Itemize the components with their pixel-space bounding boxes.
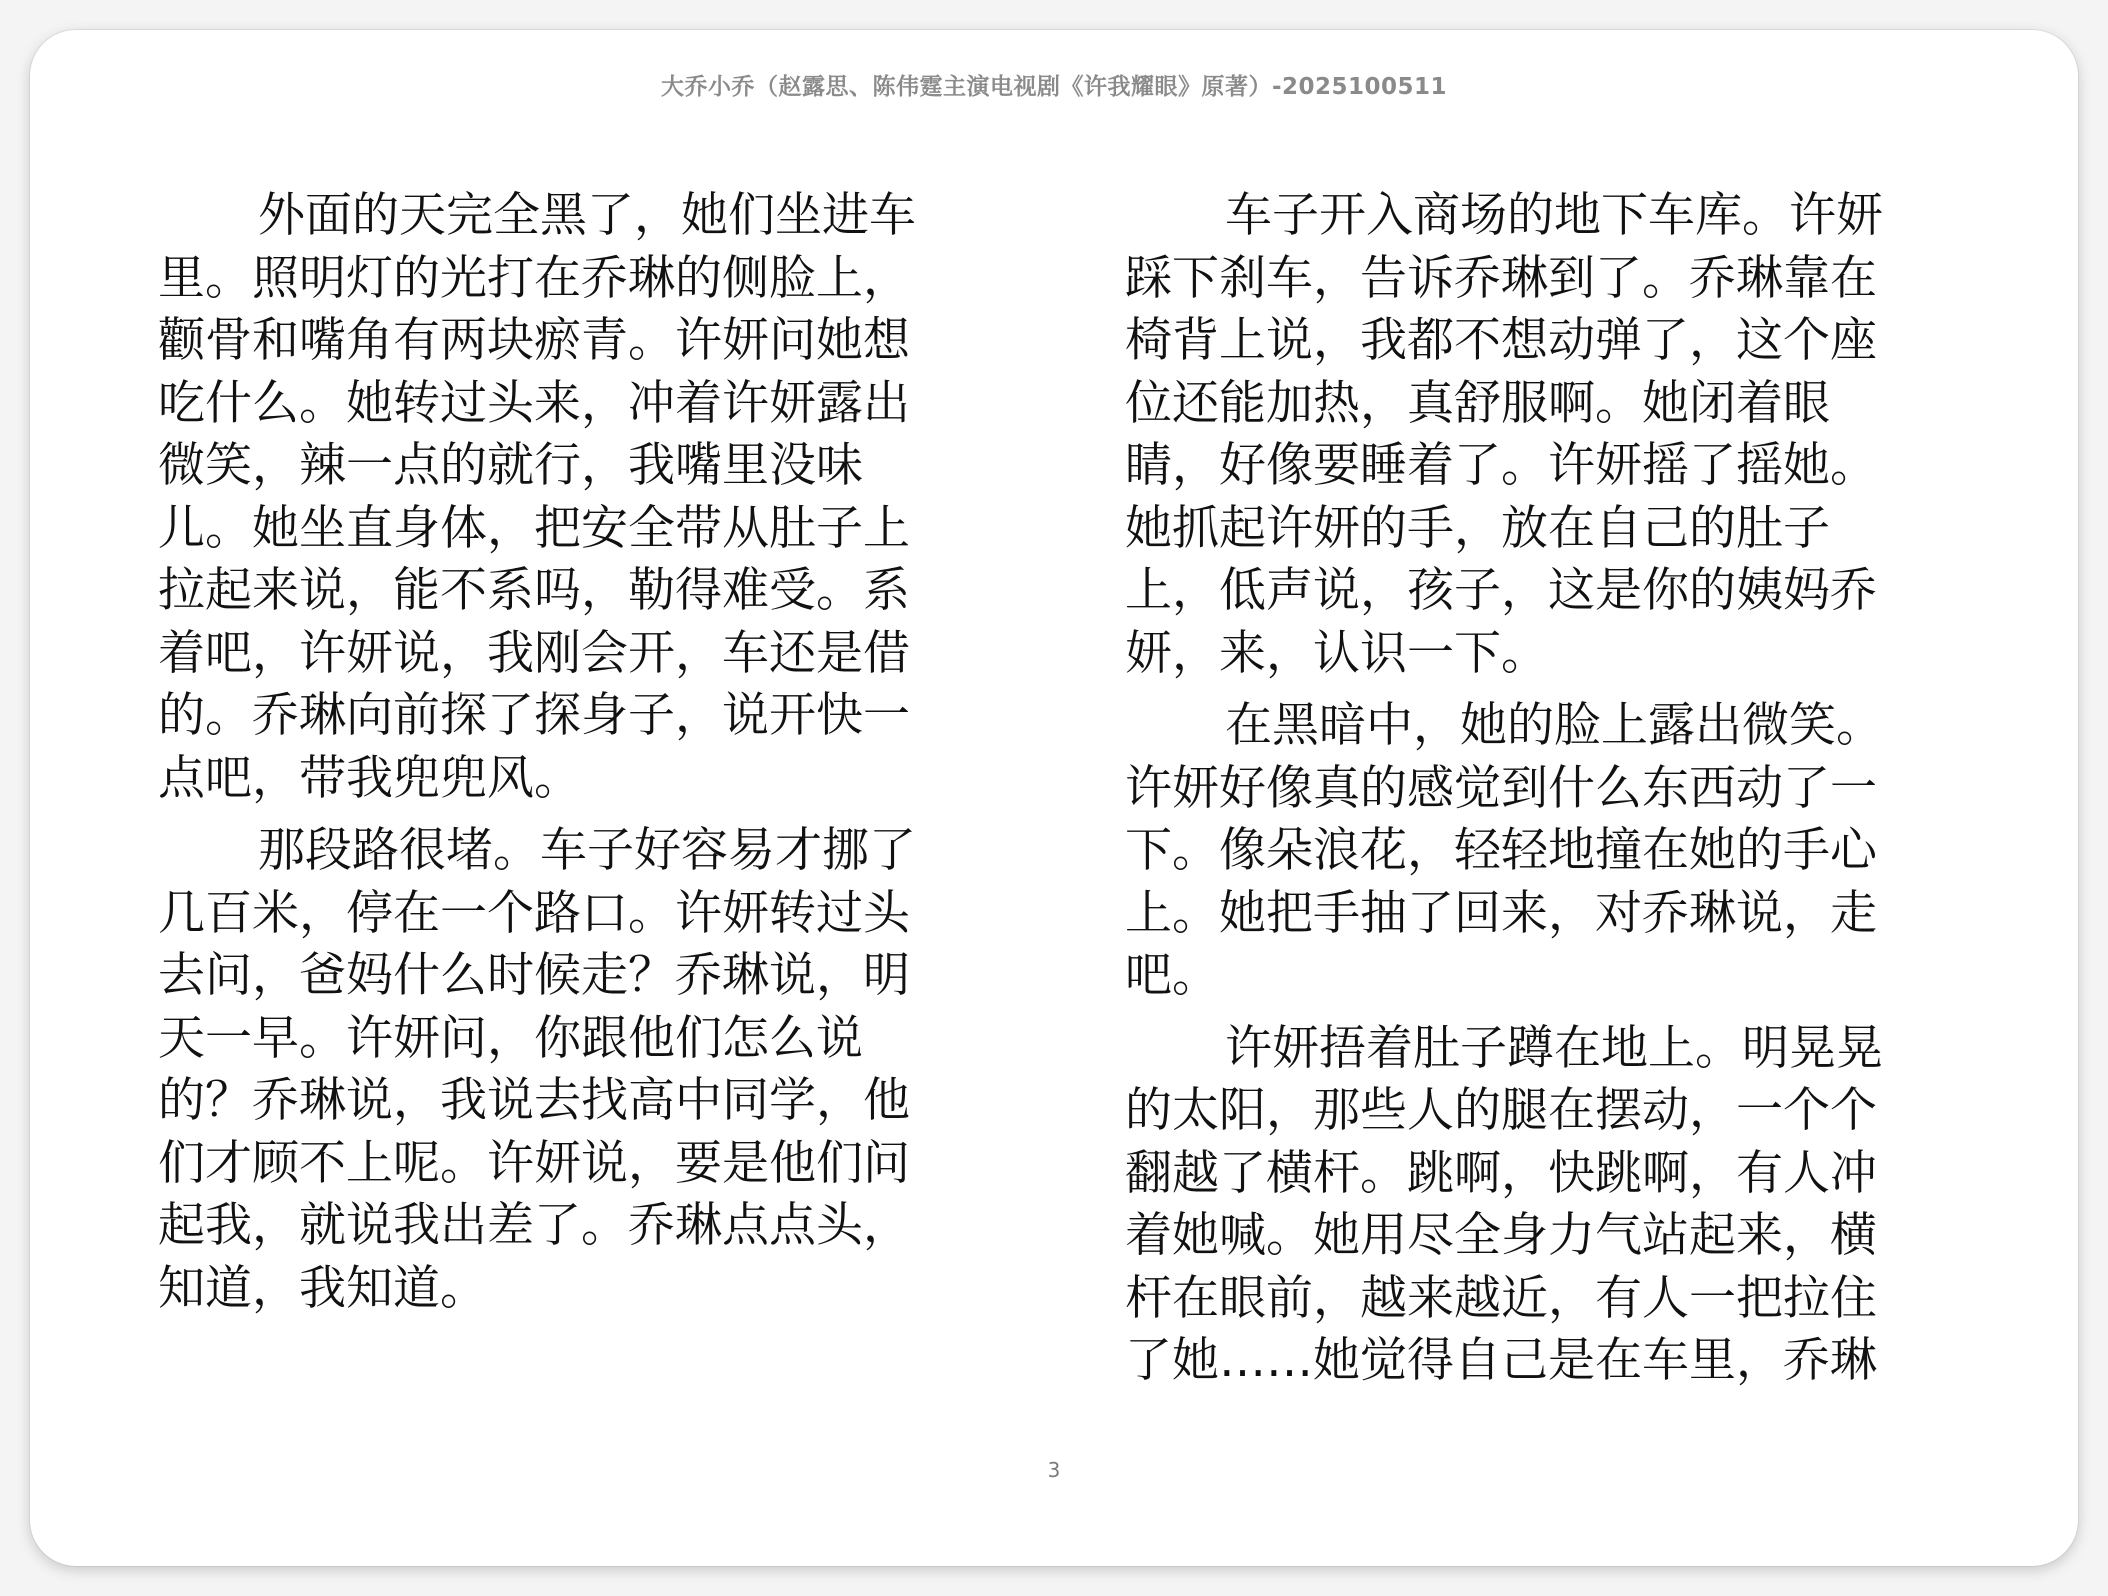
- text-line: 几百米，停在一个路口。许妍转过头: [158, 885, 910, 941]
- text-line: 她抓起许妍的手，放在自己的肚子: [1125, 500, 1830, 556]
- text-line: 去问，爸妈什么时候走？乔琳说，明: [158, 948, 910, 1003]
- text-line: 天一早。许妍问，你跟他们怎么说: [158, 1010, 863, 1066]
- text-line: 的？乔琳说，我说去找高中同学，他: [158, 1073, 910, 1128]
- text-line: 起我，就说我出差了。乔琳点点头，: [158, 1198, 910, 1253]
- text-line: 翻越了横杆。跳啊，快跳啊，有人冲: [1125, 1145, 1877, 1201]
- text-line: 许妍好像真的感觉到什么东西动了一: [1125, 760, 1877, 816]
- left-page: [158, 185, 968, 1330]
- book-title: 大乔小乔（赵露思、陈伟霆主演电视剧《许我耀眼》原著）-2025100511: [660, 74, 1448, 100]
- text-line: 外面的天完全黑了，她们坐进车: [258, 188, 916, 243]
- text-line: 点吧，带我兜兜风。: [158, 750, 581, 806]
- text-line: 上，低声说，孩子，这是你的姨妈乔: [1125, 563, 1877, 618]
- text-line: 知道，我知道。: [158, 1260, 487, 1316]
- paragraph: [1125, 185, 1935, 685]
- text-line: 上。她把手抽了回来，对乔琳说，走: [1125, 885, 1877, 941]
- text-line: 在黑暗中，她的脸上露出微笑。: [1225, 698, 1883, 753]
- text-line: 了她……她觉得自己是在车里，乔琳: [1125, 1333, 1877, 1388]
- text-line: 椅背上说，我都不想动弹了，这个座: [1125, 313, 1877, 368]
- text-line: 吧。: [1125, 948, 1219, 1003]
- right-page: [1125, 185, 1935, 1403]
- text-line: 拉起来说，能不系吗，勒得难受。系: [158, 563, 910, 618]
- page-number: 3: [1047, 1458, 1061, 1482]
- text-line: 吃什么。她转过头来，冲着许妍露出: [158, 375, 910, 431]
- text-line: 着她喊。她用尽全身力气站起来，横: [1125, 1208, 1877, 1263]
- text-line: 杆在眼前，越来越近，有人一把拉住: [1125, 1270, 1877, 1326]
- text-line: 那段路很堵。车子好容易才挪了: [258, 823, 916, 878]
- paragraph: [1125, 1018, 1935, 1393]
- text-line: 踩下刹车，告诉乔琳到了。乔琳靠在: [1125, 250, 1877, 306]
- text-line: 车子开入商场的地下车库。许妍: [1225, 188, 1883, 243]
- text-line: 的太阳，那些人的腿在摆动，一个个: [1125, 1083, 1877, 1138]
- text-line: 微笑，辣一点的就行，我嘴里没味: [158, 438, 863, 493]
- text-line: 里。照明灯的光打在乔琳的侧脸上，: [158, 250, 910, 306]
- text-line: 妍，来，认识一下。: [1125, 625, 1548, 681]
- text-line: 儿。她坐直身体，把安全带从肚子上: [158, 500, 910, 556]
- text-line: 的。乔琳向前探了探身子，说开快一: [158, 688, 910, 743]
- text-line: 下。像朵浪花，轻轻地撞在她的手心: [1125, 823, 1877, 878]
- text-line: 着吧，许妍说，我刚会开，车还是借: [158, 625, 910, 681]
- text-line: 位还能加热，真舒服啊。她闭着眼: [1125, 375, 1830, 431]
- text-line: 颧骨和嘴角有两块瘀青。许妍问她想: [158, 313, 910, 368]
- reader-window: [30, 30, 2078, 1566]
- paragraph: [158, 185, 968, 810]
- text-line: 们才顾不上呢。许妍说，要是他们问: [158, 1135, 910, 1191]
- text-line: 许妍捂着肚子蹲在地上。明晃晃: [1225, 1020, 1883, 1076]
- paragraph: [1125, 695, 1935, 1008]
- paragraph: [158, 820, 968, 1320]
- text-line: 睛，好像要睡着了。许妍摇了摇她。: [1125, 438, 1877, 493]
